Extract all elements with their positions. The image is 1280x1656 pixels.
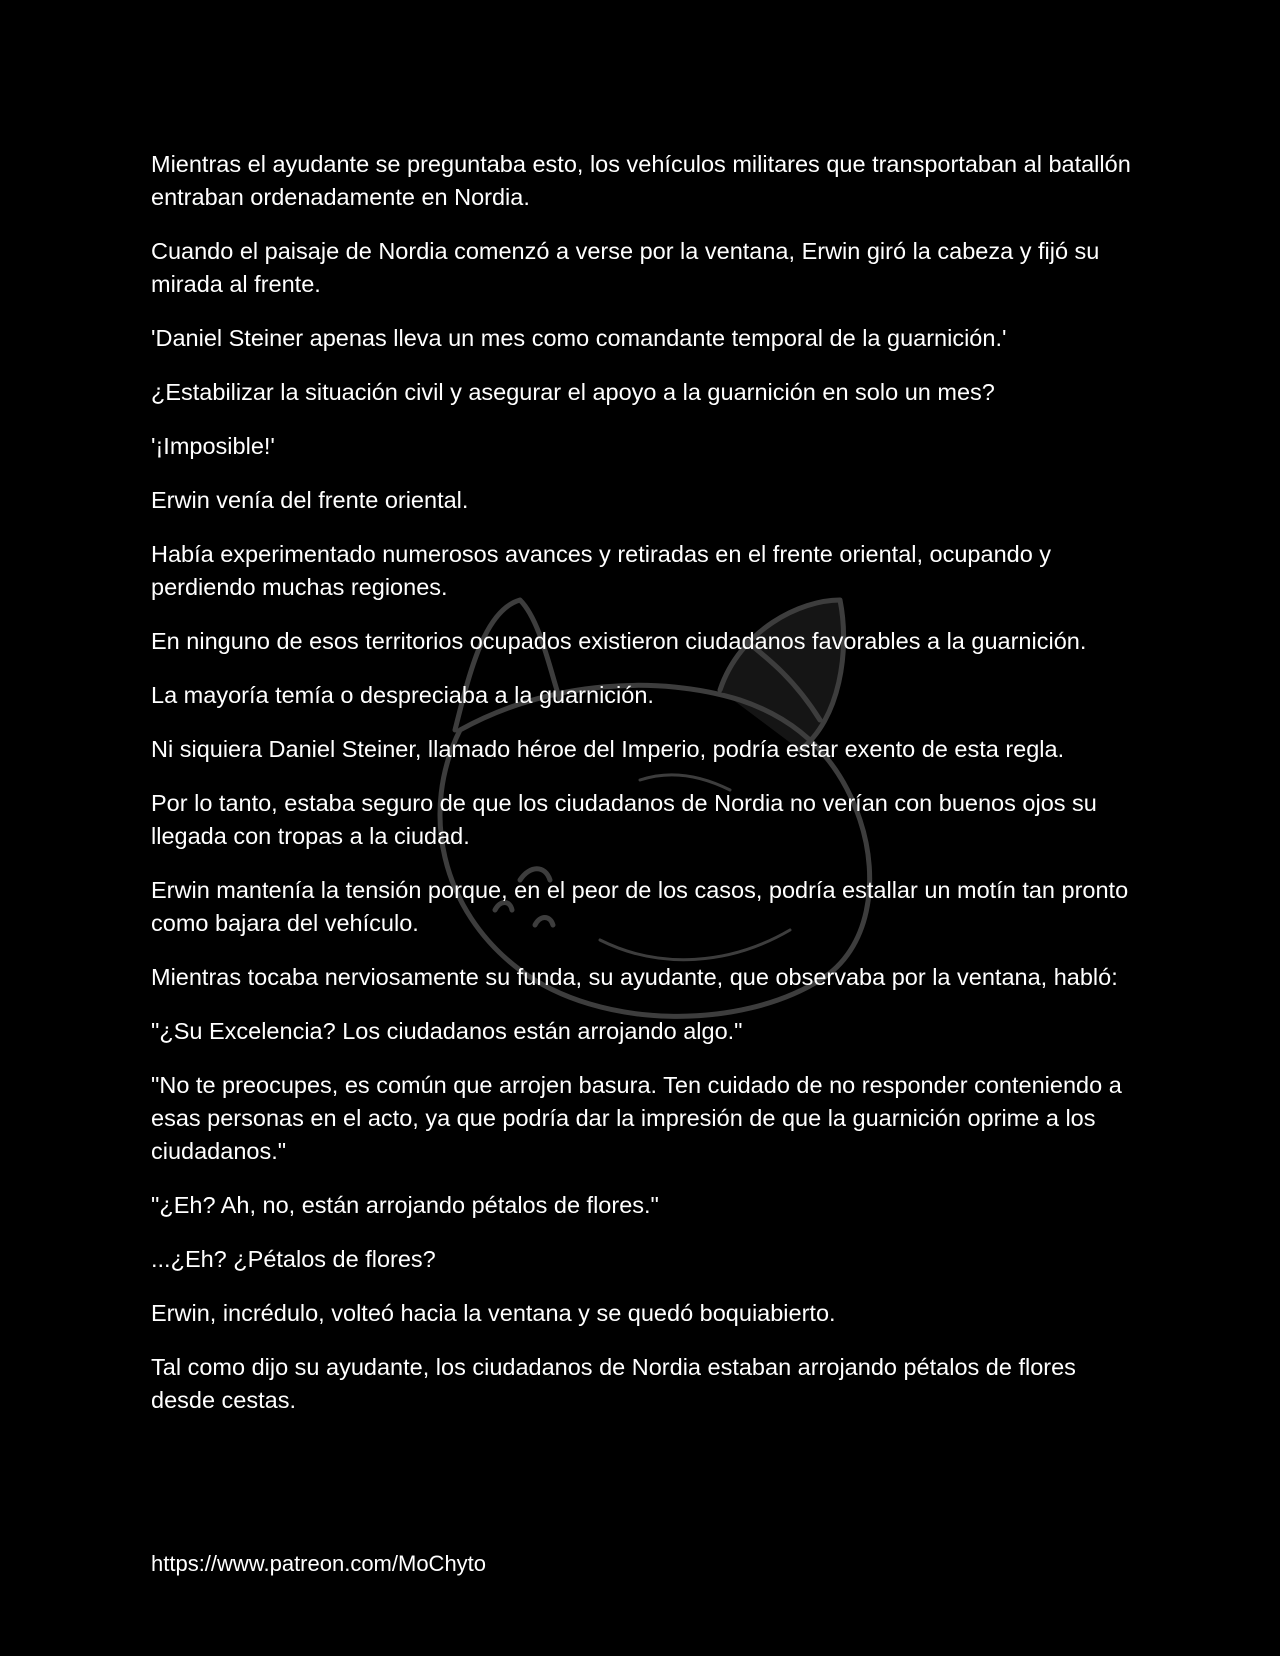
story-text [151,148,1141,1438]
paragraph: Por lo tanto, estaba seguro de que los ciudadanos de Nordia no verían con buenos ojos su llegada con tropas a la ciudad. [151,790,1097,849]
paragraph: Erwin, incrédulo, volteó hacia la ventana y se quedó boquiabierto. [151,1300,836,1326]
paragraph: '¡Imposible!' [151,433,275,459]
paragraph: "¿Eh? Ah, no, están arrojando pétalos de flores." [151,1192,659,1218]
paragraph: Tal como dijo su ayudante, los ciudadanos de Nordia estaban arrojando pétalos de flores desde cestas. [151,1354,1076,1413]
patreon-link[interactable]: https://www.patreon.com/MoChyto [151,1551,487,1576]
paragraph: En ninguno de esos territorios ocupados existieron ciudadanos favorables a la guarnición. [151,628,1087,654]
paragraph: "No te preocupes, es común que arrojen basura. Ten cuidado de no responder conteniendo a esas personas en el acto, ya que podría dar la impresión de que la guarnición oprime a los ciudadanos." [151,1072,1122,1164]
paragraph: ¿Estabilizar la situación civil y asegurar el apoyo a la guarnición en solo un mes? [151,379,995,405]
paragraph: Había experimentado numerosos avances y retiradas en el frente oriental, ocupando y perdiendo muchas regiones. [151,541,1052,600]
paragraph: Ni siquiera Daniel Steiner, llamado héroe del Imperio, podría estar exento de esta regla. [151,736,1065,762]
paragraph: "¿Su Excelencia? Los ciudadanos están arrojando algo." [151,1018,743,1044]
paragraph: 'Daniel Steiner apenas lleva un mes como comandante temporal de la guarnición.' [151,325,1007,351]
paragraph: La mayoría temía o despreciaba a la guarnición. [151,682,654,708]
paragraph: Cuando el paisaje de Nordia comenzó a verse por la ventana, Erwin giró la cabeza y fijó su mirada al frente. [151,238,1100,297]
paragraph: ...¿Eh? ¿Pétalos de flores? [151,1246,436,1272]
paragraph: Erwin venía del frente oriental. [151,487,469,513]
paragraph: Mientras el ayudante se preguntaba esto, los vehículos militares que transportaban al batallón entraban ordenadamente en Nordia. [151,151,1131,210]
paragraph: Mientras tocaba nerviosamente su funda, su ayudante, que observaba por la ventana, habló: [151,964,1118,990]
paragraph: Erwin mantenía la tensión porque, en el peor de los casos, podría estallar un motín tan pronto como bajara del vehículo. [151,877,1129,936]
